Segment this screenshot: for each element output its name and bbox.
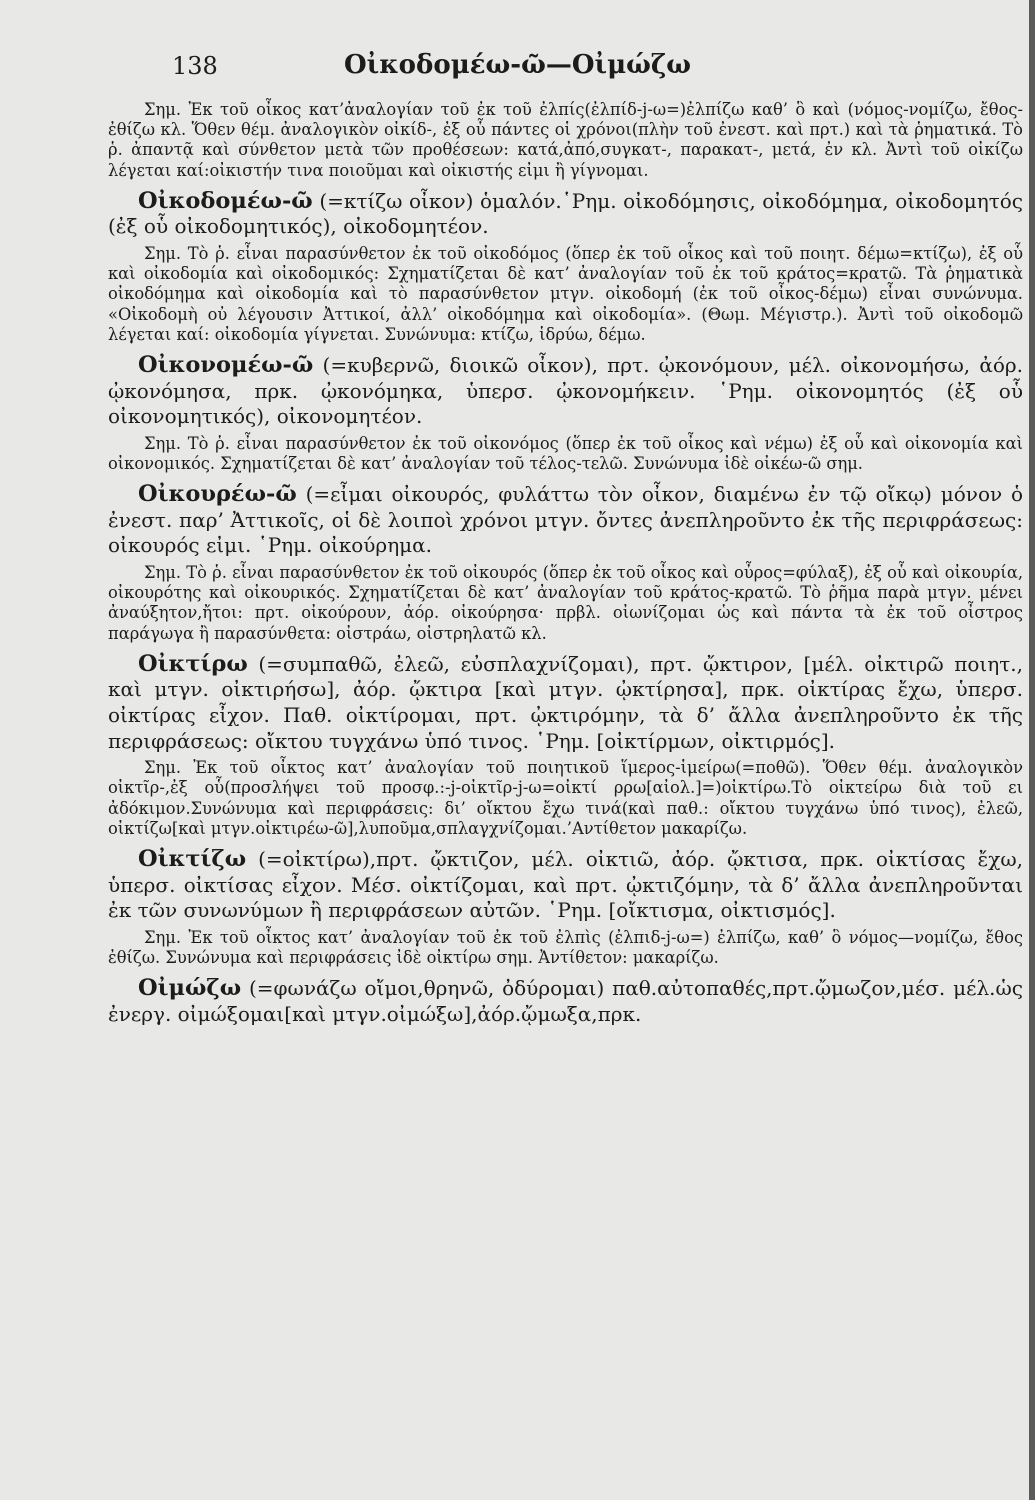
note-text: Σημ. Τὸ ῥ. εἶναι παρασύνθετον ἐκ τοῦ οἰκοδόμος (ὅπερ ἐκ τοῦ οἶκος καὶ τοῦ ποιητ. δέμω=κτίζω), ἐξ οὗ καὶ οἰκοδομία καὶ οἰκοδομικός: Σχηματίζεται δὲ κατ’ ἀναλογίαν τοῦ ἐκ τοῦ κράτος=κρατῶ. Τὰ ῥηματικὰ οἰκοδόμημα καὶ οἰκοδομία καὶ τὸ παρασύνθετον μτγν. οἰκοδομή (ἐκ τοῦ οἶκος-δέμω) εἶναι συνώνυμα. «Οἰκοδομὴ οὐ λέγουσιν Ἀττικοί, ἀλλ’ οἰκοδόμημα καὶ οἰκοδομία». (Θωμ. Μέγιστρ.). Ἀντὶ τοῦ οἰκοδομῶ λέγεται καί: οἰκοδομία γίγνεται. Συνώνυμα: κτίζω, ἱδρύω, δέμω. bbox=[108, 244, 1023, 344]
lemma-text: (=κυβερνῶ, διοικῶ οἶκον), πρτ. ᾠκονόμουν, μέλ. οἰκονομήσω, ἀόρ. ᾠκονόμησα, πρκ. ᾠκονόμηκα, ὑπερσ. ᾠκονομήκειν. ῾Ρημ. οἰκονομητός (ἐξ οὗ οἰκονομητικός), οἰκονομητέον. bbox=[108, 353, 1023, 429]
page-header bbox=[0, 52, 1035, 92]
note-text: Σημ. Ἐκ τοῦ οἶκτος κατ’ ἀναλογίαν τοῦ ἐκ τοῦ ἐλπὶς (ἐλπιδ-j-ω=) ἐλπίζω, καθ’ ὃ νόμος—νομίζω, ἔθος ἐθίζω. Συνώνυμα καὶ περιφράσεις ἰδὲ οἰκτίρω σημ. Ἀντίθετον: μακαρίζω. bbox=[108, 927, 1023, 967]
note-paragraph bbox=[108, 244, 1023, 345]
lemma-headword: Οἰκτίρω bbox=[138, 650, 248, 677]
note-paragraph bbox=[108, 563, 1023, 644]
lemma-headword: Οἰμώζω bbox=[138, 975, 242, 1002]
lemma-text: (=εἶμαι οἰκουρός, φυλάττω τὸν οἶκον, διαμένω ἐν τῷ οἴκῳ) μόνον ὁ ἐνεστ. παρ’ Ἀττικοῖς, οἱ δὲ λοιποὶ χρόνοι μτγν. ὄντες ἀνεπληροῦντο ἐκ τῆς περιφράσεως: οἰκουρός εἰμι. ῾Ρημ. οἰκούρημα. bbox=[108, 482, 1023, 558]
lemma-headword: Οἰκτίζω bbox=[138, 845, 247, 872]
lemma-text: (=κτίζω οἶκον) ὁμαλόν.῾Ρημ. οἰκοδόμησις, οἰκοδόμημα, οἰκοδομητός (ἐξ οὗ οἰκοδομητικός), οἰκοδομητέον. bbox=[108, 188, 1023, 239]
lemma-text: (=οἰκτίρω),πρτ. ᾤκτιζον, μέλ. οἰκτιῶ, ἀόρ. ᾤκτισα, πρκ. οἰκτίσας ἔχω, ὑπερσ. οἰκτίσας εἶχον. Μέσ. οἰκτίζομαι, καὶ πρτ. ᾠκτιζόμην, τὰ δ’ ἄλλα ἀνεπληροῦνται ἐκ τῶν συνωνύμων ἢ περιφράσεων αὐτῶν. ῾Ρημ. [οἴκτισμα, οἰκτισμός]. bbox=[108, 846, 1024, 923]
note-paragraph bbox=[108, 434, 1023, 474]
lemma-text: (=συμπαθῶ, ἐλεῶ, εὐσπλαχνίζομαι), πρτ. ᾤκτιρον, [μέλ. οἰκτιρῶ ποιητ., καὶ μτγν. οἰκτιρήσω], ἀόρ. ᾤκτιρα [καὶ μτγν. ᾠκτίρησα], πρκ. οἰκτίρας ἔχω, ὑπερσ. οἰκτίρας εἶχον. Παθ. οἰκτίρομαι, πρτ. ᾠκτιρόμην, τὰ δ’ ἄλλα ἀνεπληροῦντο ἐκ τῆς περιφράσεως: οἴκτου τυγχάνω ὑπό τινος. ῾Ρημ. [οἰκτίρμων, οἰκτιρμός]. bbox=[108, 651, 1023, 753]
note-text: Σημ. Ἐκ τοῦ οἶκος κατ’ἀναλογίαν τοῦ ἐκ τοῦ ἐλπίς(ἐλπίδ-j-ω=)ἐλπίζω καθ’ ὃ καὶ (νόμος-νομίζω, ἔθος-ἐθίζω κλ. Ὅθεν θέμ. ἀναλογικὸν οἰκίδ-, ἐξ οὗ πάντες οἱ χρόνοι(πλὴν τοῦ ἐνεστ. καὶ πρτ.) καὶ τὰ ῥηματικά. Τὸ ῥ. ἀπαντᾷ καὶ σύνθετον μετὰ τῶν προθέσεων: κατά,ἀπό,συγκατ-, παρακατ-, μετά, ἐν κλ. Ἀντὶ τοῦ οἰκίζω λέγεται καί:οἰκιστήν τινα ποιοῦμαι καὶ οἰκιστής εἰμι ἢ γίγνομαι. bbox=[108, 100, 1023, 180]
page-number: 138 bbox=[172, 52, 218, 80]
note-paragraph bbox=[108, 100, 1023, 181]
note-text: Σημ. Τὸ ῥ. εἶναι παρασύνθετον ἐκ τοῦ οἰκονόμος (ὅπερ ἐκ τοῦ οἶκος καὶ νέμω) ἐξ οὗ καὶ οἰκονομία καὶ οἰκονομικός. Σχηματίζεται δὲ κατ’ ἀναλογίαν τοῦ τέλος-τελῶ. Συνώνυμα ἰδὲ οἰκέω-ῶ σημ. bbox=[108, 433, 1023, 473]
running-title: Οἰκοδομέω-ῶ—Οἰμώζω bbox=[343, 50, 692, 80]
note-paragraph bbox=[108, 928, 1023, 968]
note-text: Σημ. Ἐκ τοῦ οἶκτος κατ’ ἀναλογίαν τοῦ ποιητικοῦ ἵμερος-ἱμείρω(=ποθῶ). Ὅθεν θέμ. ἀναλογικὸν οἰκτῖρ-,ἐξ οὗ(προσλήψει τοῦ προσφ.:-j-οἰκτῖρ-j-ω=οἰκτί ρρω[αἰολ.]=)οἰκτίρω.Τὸ οἰκτείρω διὰ τοῦ ει ἀδόκιμον.Συνώνυμα καὶ περιφράσεις: δι’ οἴκτου ἔχω τινά(καὶ παθ.: οἴκτου τυγχάνω ὑπό τινος), ἐλεῶ, οἰκτίζω[καὶ μτγν.οἰκτιρέω-ῶ],λυποῦμα,σπλαγχνίζομαι.’Αντίθετον μακαρίζω. bbox=[108, 758, 1023, 838]
lemma-entry bbox=[108, 353, 1023, 430]
lemma-entry bbox=[108, 482, 1023, 559]
lemma-entry bbox=[108, 189, 1023, 240]
page-edge-shadow bbox=[1029, 0, 1035, 1500]
lemma-entry bbox=[108, 847, 1023, 924]
dictionary-content bbox=[108, 100, 1023, 1031]
lemma-headword: Οἰκονομέω-ῶ bbox=[138, 352, 314, 379]
lemma-entry bbox=[108, 652, 1023, 754]
note-paragraph bbox=[108, 758, 1023, 839]
lemma-headword: Οἰκοδομέω-ῶ bbox=[138, 187, 313, 214]
lemma-entry bbox=[108, 976, 1023, 1027]
lemma-text: (=φωνάζω οἴμοι,θρηνῶ, ὀδύρομαι) παθ.αὐτοπαθές,πρτ.ᾤμωζον,μέσ. μέλ.ὡς ἐνεργ. οἰμώξομαι[καὶ μτγν.οἰμώξω],ἀόρ.ᾤμωξα,πρκ. bbox=[108, 976, 1023, 1026]
note-text: Σημ. Τὸ ῥ. εἶναι παρασύνθετον ἐκ τοῦ οἰκουρός (ὅπερ ἐκ τοῦ οἶκος καὶ οὖρος=φύλαξ), ἐξ οὗ καὶ οἰκουρία, οἰκουρότης καὶ οἰκουρικός. Σχηματίζεται δὲ κατ’ ἀναλογίαν τοῦ κράτος-κρατῶ. Τὸ ῥῆμα παρὰ μτγν. μένει ἀναύξητον,ἤτοι: πρτ. οἰκούρουν, ἀόρ. οἰκούρησα· πρβλ. οἰωνίζομαι ὡς καὶ πάντα τὰ ἐκ τοῦ οἶστρος παράγωγα ἢ παρασύνθετα: οἰστράω, οἰστρηλατῶ κλ. bbox=[108, 562, 1023, 643]
lemma-headword: Οἰκουρέω-ῶ bbox=[138, 481, 297, 508]
